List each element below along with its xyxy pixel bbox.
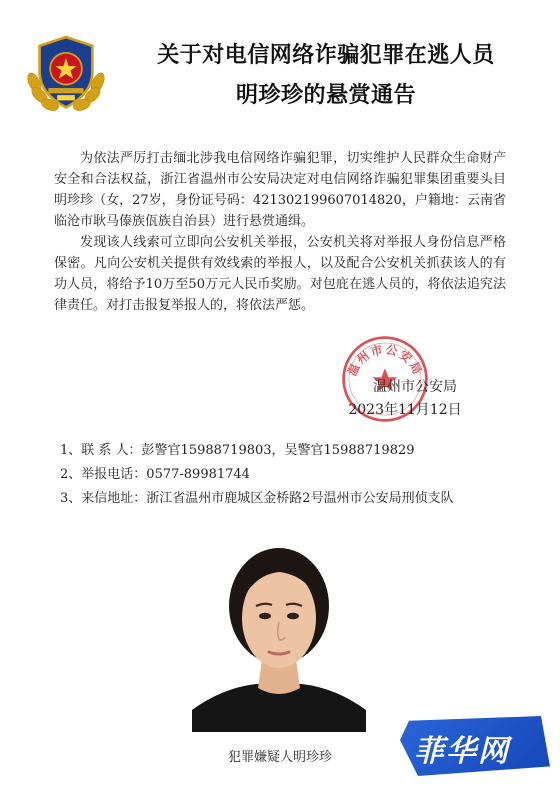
report-phone-value: 0577-89981744 [146,467,250,482]
photo-caption: 犯罪嫌疑人明珍珍 [227,750,332,765]
issuing-organization: 温州市公安局 [373,379,457,395]
notice-body [54,148,506,316]
body-paragraph-2: 发现该人线索可立即向公安机关举报，公安机关将对举报人身份信息严格保密。凡向公安机关提供有效线索的举报人，以及配合公安机关抓获该人的有功人员，将给予10万至50万元人民币奖励。对包庇在逃人员的，将依法追究法律责任。对打击报复举报人的，将依法严惩。 [54,235,506,313]
contact-list [54,440,506,512]
mailing-address-value: 浙江省温州市鹿城区金桥路2号温州市公安局刑侦支队 [146,491,454,506]
signature-block [300,328,500,428]
suspect-portrait-icon [192,542,366,732]
contact-item-phone: 2、 举报电话： 0577-89981744 [54,464,506,486]
title-line-1: 关于对电信网络诈骗犯罪在逃人员 [157,42,495,68]
suspect-photo [192,542,366,732]
title-line-2: 明珍珍的悬赏通告 [235,82,416,108]
contact-persons-value: 彭警官15988719803，吴警官15988719829 [141,443,415,458]
contact-item-address: 3、 来信地址： 浙江省温州市鹿城区金桥路2号温州市公安局刑侦支队 [54,488,506,510]
seal-text: 温州市公安局 [344,342,426,379]
police-emblem-icon [22,30,110,118]
notice-title [118,40,534,110]
contact-item-person: 1、 联 系 人： 彭警官15988719803，吴警官15988719829 [54,440,506,462]
body-paragraph-1: 为依法严厉打击缅北涉我电信网络诈骗犯罪，切实维护人民群众生命财产安全和合法权益，浙江省温州市公安局决定对电信网络诈骗犯罪集团重要头目明珍珍（女，27岁，身份证号码：421302199607014820，户籍地：云南省临沧市耿马傣族佤族自治县）进行悬赏通缉。 [54,151,506,229]
issue-date: 2023年11月12日 [348,402,462,418]
site-watermark [400,716,550,776]
watermark-text: 菲华网 [414,734,510,769]
